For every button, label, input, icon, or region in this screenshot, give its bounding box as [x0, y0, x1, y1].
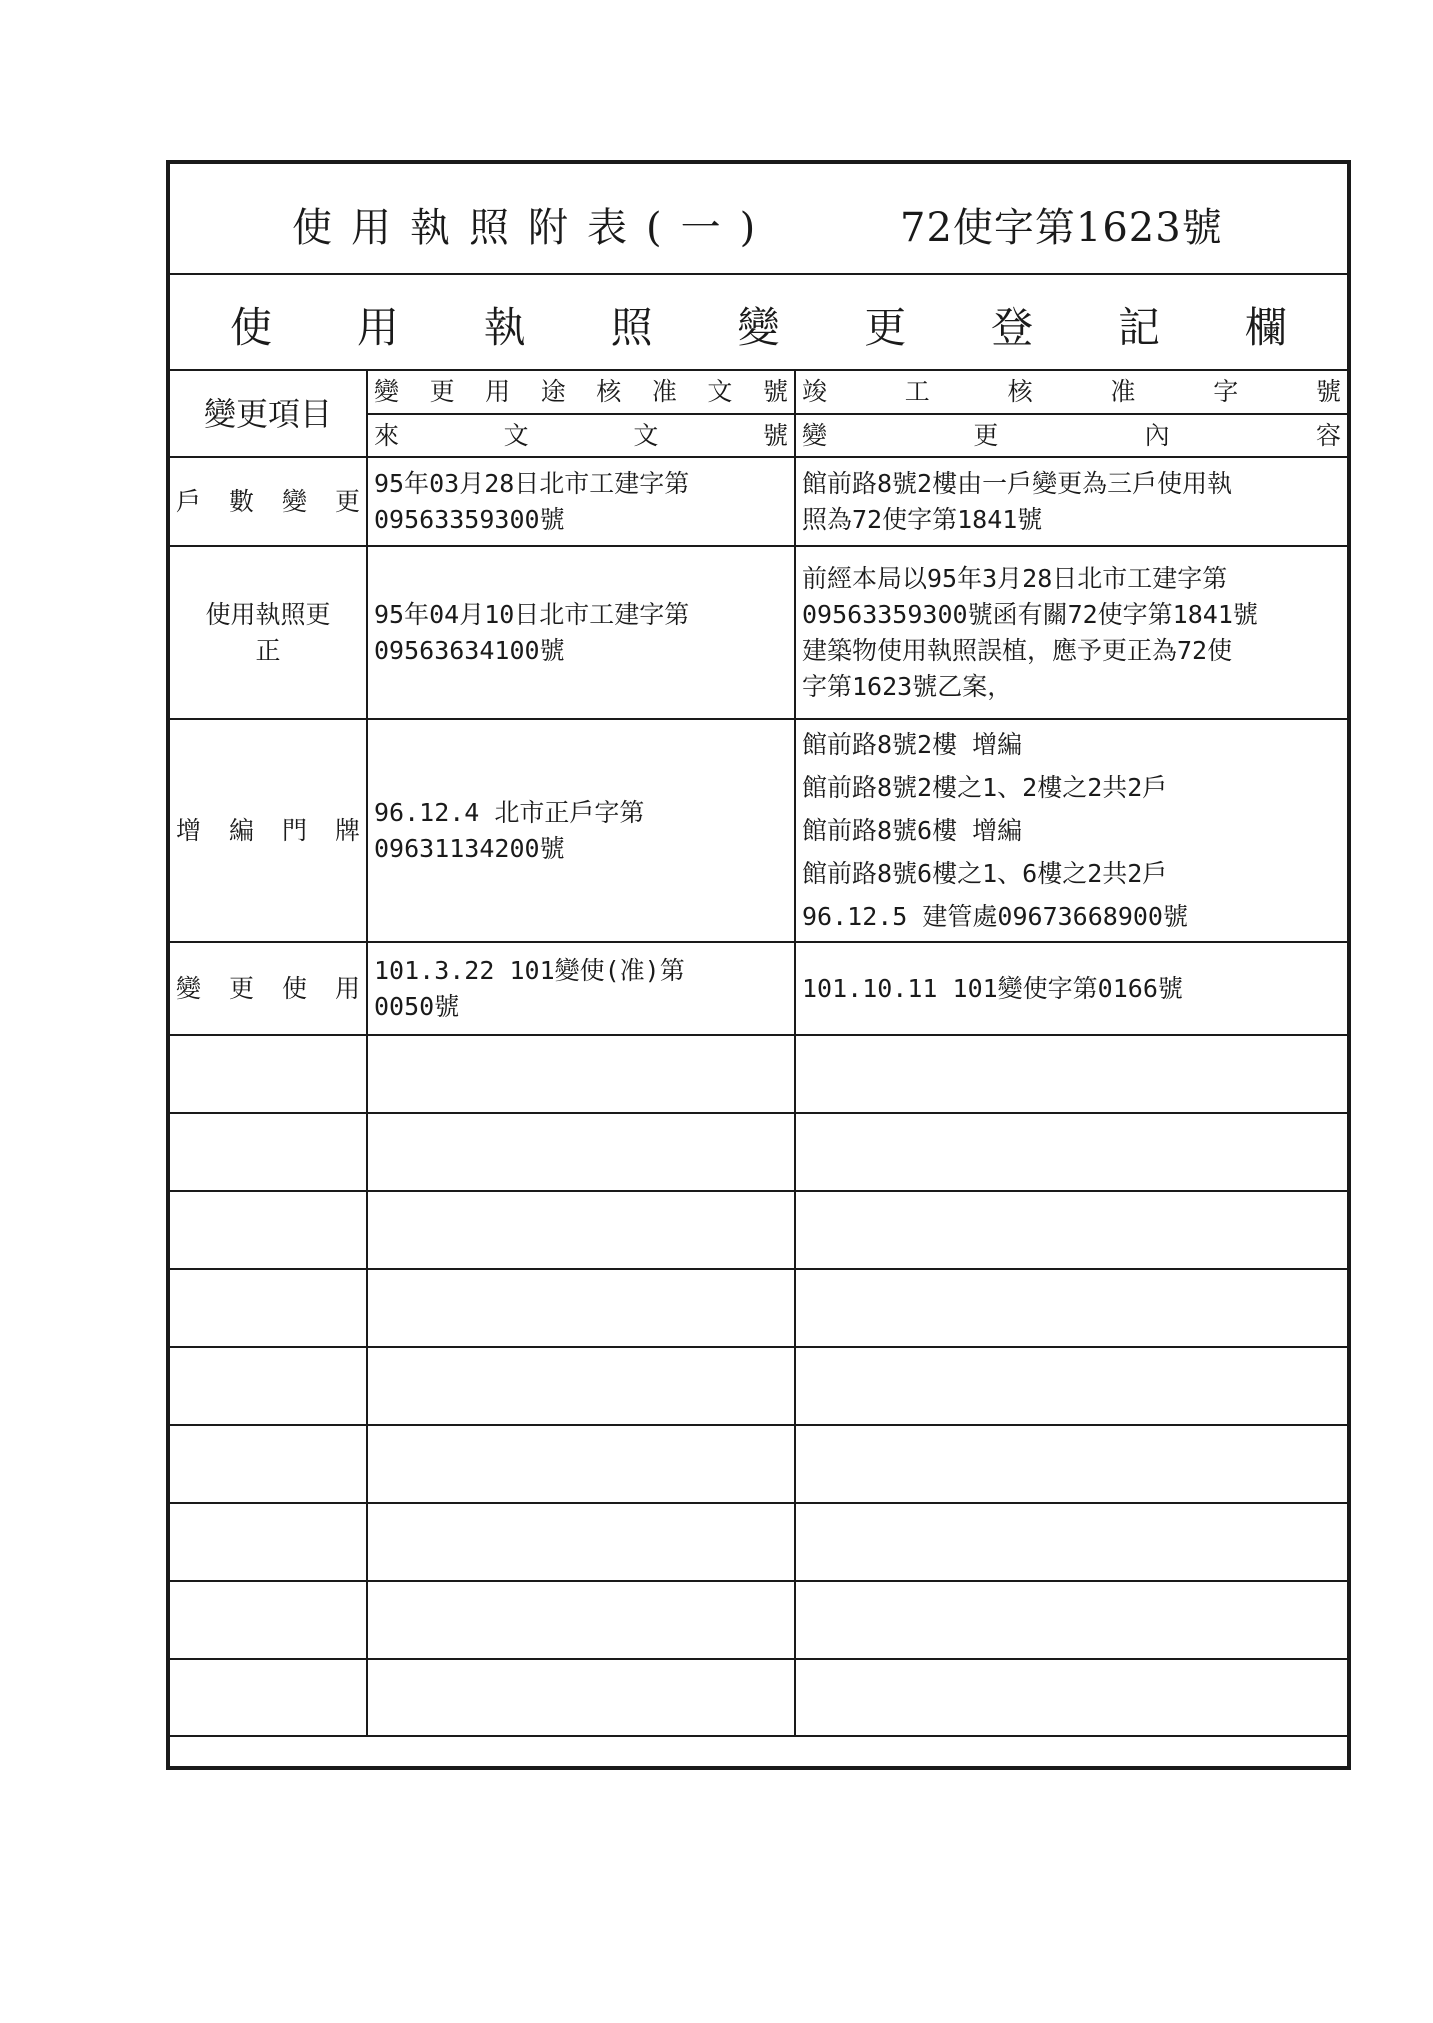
item-char: 數: [228, 486, 254, 516]
subtitle-char: 照: [610, 303, 653, 352]
subtitle-char: 執: [483, 303, 526, 352]
empty-cell: [170, 1113, 367, 1191]
header-char: 文: [503, 420, 529, 450]
empty-cell: [170, 1425, 367, 1503]
table-row: [170, 942, 1347, 1035]
item-char: 牌: [334, 815, 360, 845]
empty-cell: [170, 1035, 367, 1113]
approval-doc-cell: 101.3.22 101變使(准)第 0050號: [367, 942, 795, 1035]
change-item-cell: [170, 719, 367, 942]
empty-row: [170, 1503, 1347, 1581]
empty-row: [170, 1035, 1347, 1113]
subtitle-char: 更: [864, 303, 907, 352]
empty-row: [170, 1659, 1347, 1736]
header-row-top: [170, 371, 1347, 414]
empty-cell: [170, 1581, 367, 1659]
empty-cell: [367, 1503, 795, 1581]
item-char: 變: [281, 486, 307, 516]
approval-doc-cell: 96.12.4 北市正戶字第 09631134200號: [367, 719, 795, 942]
empty-cell: [367, 1581, 795, 1659]
header-char: 准: [1110, 377, 1136, 406]
page-title: 使用執照附表(一): [292, 205, 775, 251]
empty-row: [170, 1581, 1347, 1659]
approval-doc-cell: 95年04月10日北市工建字第 09563634100號: [367, 546, 795, 719]
empty-cell: [367, 1347, 795, 1425]
item-char: 編: [228, 815, 254, 845]
subtitle-char: 用: [356, 303, 399, 352]
license-appendix-sheet: [166, 160, 1351, 1770]
empty-row: [170, 1425, 1347, 1503]
header-char: 號: [1315, 377, 1341, 406]
subtitle-char: 記: [1118, 303, 1161, 352]
empty-cell: [367, 1425, 795, 1503]
header-char: 號: [762, 420, 788, 450]
change-content-cell: 館前路8號2樓由一戶變更為三戶使用執 照為72使字第1841號: [795, 457, 1347, 546]
change-content-cell: 館前路8號2樓 增編 館前路8號2樓之1、2樓之2共2戶 館前路8號6樓 增編 館前路8號6樓之1、6樓之2共2戶 96.12.5 建管處09673668900號: [795, 719, 1347, 942]
empty-cell: [795, 1581, 1347, 1659]
header-char: 文: [707, 377, 733, 406]
header-char: 號: [762, 377, 788, 406]
empty-cell: [367, 1659, 795, 1736]
empty-row: [170, 1269, 1347, 1347]
column-header-doc-bottom: [367, 414, 795, 457]
empty-cell: [170, 1659, 367, 1736]
header-char: 內: [1144, 420, 1170, 450]
change-content-cell: 101.10.11 101變使字第0166號: [795, 942, 1347, 1035]
header-char: 途: [540, 377, 566, 406]
empty-cell: [367, 1269, 795, 1347]
empty-cell: [170, 1191, 367, 1269]
header-char: 竣: [802, 377, 828, 406]
item-char: 更: [334, 486, 360, 516]
header-char: 文: [633, 420, 659, 450]
header-char: 准: [651, 377, 677, 406]
empty-row: [170, 1191, 1347, 1269]
header-char: 變: [374, 377, 400, 406]
header-char: 工: [904, 377, 930, 406]
empty-cell: [795, 1503, 1347, 1581]
empty-cell: [170, 1269, 367, 1347]
subtitle-char: 變: [737, 303, 780, 352]
item-char: 戶: [176, 486, 202, 516]
subtitle-char: 登: [991, 303, 1034, 352]
change-item-cell: 使用執照更 正: [170, 546, 367, 719]
column-header-result-top: [795, 371, 1347, 414]
column-header-result-bottom: [795, 414, 1347, 457]
item-char: 用: [334, 973, 360, 1003]
empty-cell: [170, 1347, 367, 1425]
empty-cell: [367, 1113, 795, 1191]
empty-cell: [795, 1347, 1347, 1425]
header-char: 字: [1213, 377, 1239, 406]
empty-cell: [795, 1035, 1347, 1113]
column-header-doc-top: [367, 371, 795, 414]
empty-cell: [795, 1113, 1347, 1191]
item-char: 使: [281, 973, 307, 1003]
header-char: 核: [1007, 377, 1033, 406]
approval-doc-cell: 95年03月28日北市工建字第 09563359300號: [367, 457, 795, 546]
change-register-table: [170, 371, 1347, 1737]
subtitle-char: 欄: [1244, 303, 1287, 352]
header-char: 核: [596, 377, 622, 406]
empty-cell: [367, 1191, 795, 1269]
change-content-cell: 前經本局以95年3月28日北市工建字第 09563359300號函有關72使字第1841號 建築物使用執照誤植，應予更正為72使 字第1623號乙案，: [795, 546, 1347, 719]
header-char: 更: [973, 420, 999, 450]
header-char: 來: [374, 420, 400, 450]
empty-cell: [795, 1191, 1347, 1269]
title-row: [170, 164, 1347, 275]
item-char: 增: [176, 815, 202, 845]
empty-cell: [795, 1659, 1347, 1736]
header-char: 用: [485, 377, 511, 406]
column-header-item: 變更項目: [170, 371, 367, 457]
item-char: 更: [228, 973, 254, 1003]
header-char: 變: [802, 420, 828, 450]
empty-cell: [795, 1269, 1347, 1347]
change-item-cell: [170, 942, 367, 1035]
subtitle-row: [170, 275, 1347, 371]
table-row: [170, 719, 1347, 942]
license-number: 72使字第1623號: [900, 205, 1223, 251]
empty-cell: [795, 1425, 1347, 1503]
empty-cell: [367, 1035, 795, 1113]
header-char: 更: [429, 377, 455, 406]
empty-cell: [170, 1503, 367, 1581]
section-subtitle: [230, 295, 1287, 355]
header-char: 容: [1315, 420, 1341, 450]
subtitle-char: 使: [230, 303, 273, 352]
table-row: [170, 546, 1347, 719]
item-char: 變: [176, 973, 202, 1003]
item-char: 門: [281, 815, 307, 845]
empty-row: [170, 1113, 1347, 1191]
empty-row: [170, 1347, 1347, 1425]
change-item-cell: [170, 457, 367, 546]
table-row: [170, 457, 1347, 546]
